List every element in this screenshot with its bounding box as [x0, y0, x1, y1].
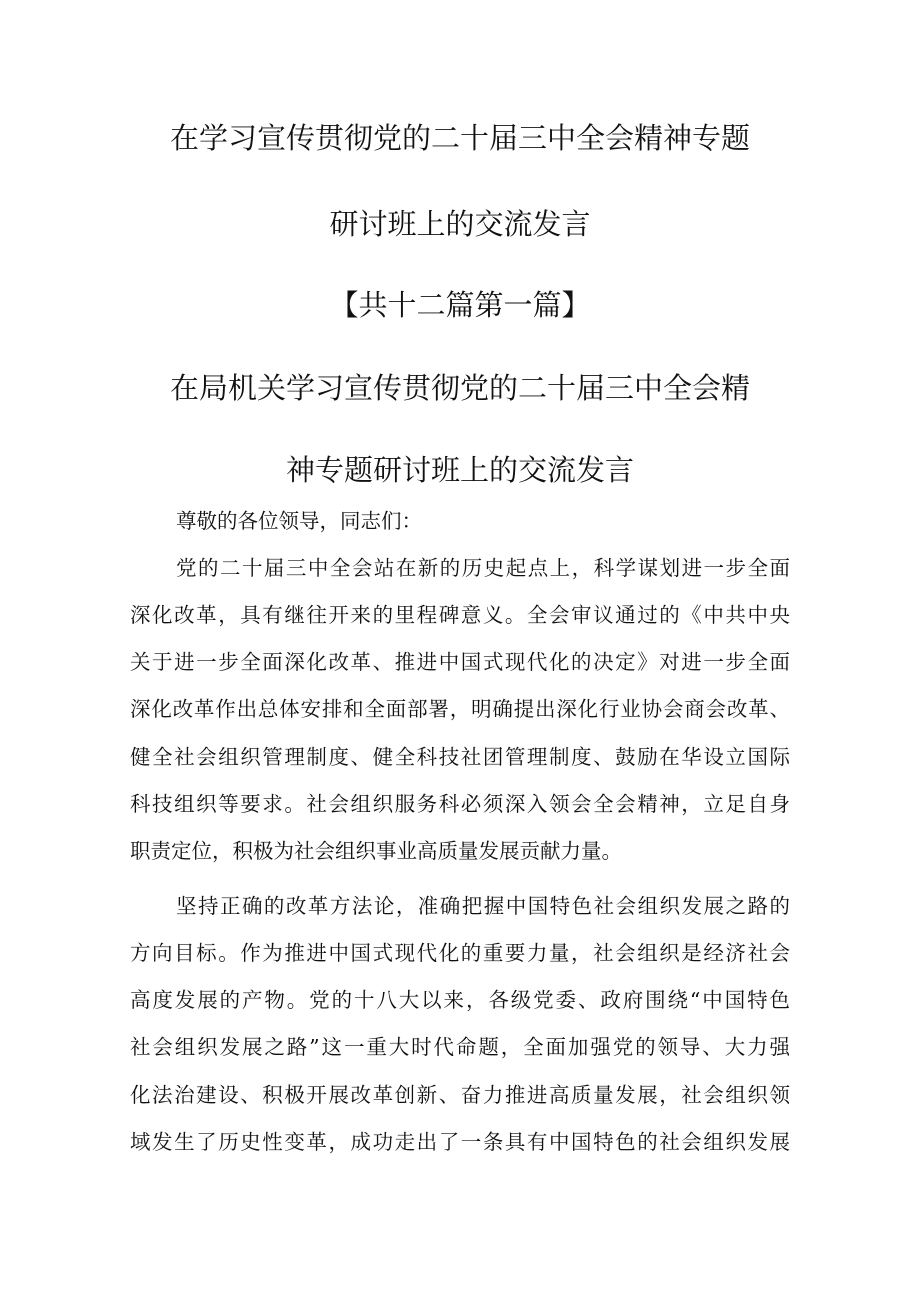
document-title-line-2: 研讨班上的交流发言 [329, 207, 591, 241]
paragraph-1-line-7: 职责定位，积极为社会组织事业高质量发展贡献力量。 [130, 839, 622, 863]
document-title-line-1: 在学习宣传贯彻党的二十届三中全会精神专题 [169, 121, 750, 155]
paragraph-2-line-2: 方向目标。作为推进中国式现代化的重要力量，社会组织是经济社会 [130, 941, 790, 965]
paragraph-1-line-5: 健全社会组织管理制度、健全科技社团管理制度、鼓励在华设立国际 [130, 745, 790, 769]
paragraph-1-line-4: 深化改革作出总体安排和全面部署，明确提出深化行业协会商会改革、 [130, 697, 790, 721]
paragraph-2-line-5: 化法治建设、积极开展改革创新、奋力推进高质量发展，社会组织领 [130, 1083, 790, 1107]
article-title-line-2: 神专题研讨班上的交流发言 [285, 453, 634, 487]
paragraph-2-line-3: 高度发展的产物。党的十八大以来，各级党委、政府围绕“中国特色 [130, 988, 790, 1012]
paragraph-1-line-1: 党的二十届三中全会站在新的历史起点上，科学谋划进一步全面 [176, 556, 790, 580]
paragraph-1-line-3: 关于进一步全面深化改革、推进中国式现代化的决定》对进一步全面 [130, 650, 790, 674]
document-series-label: 【共十二篇第一篇】 [329, 288, 591, 322]
paragraph-1-line-6: 科技组织等要求。社会组织服务科必须深入领会全会精神，立足自身 [130, 792, 790, 816]
paragraph-2-line-6: 域发生了历史性变革，成功走出了一条具有中国特色的社会组织发展 [130, 1130, 790, 1154]
paragraph-2-line-1: 坚持正确的改革方法论，准确把握中国特色社会组织发展之路的 [176, 894, 790, 918]
paragraph-1-line-2: 深化改革，具有继往开来的里程碑意义。全会审议通过的《中共中央 [130, 603, 790, 627]
article-title-line-1: 在局机关学习宣传贯彻党的二十届三中全会精 [169, 371, 750, 405]
paragraph-2-line-4: 社会组织发展之路”这一重大时代命题，全面加强党的领导、大力强 [130, 1035, 790, 1059]
salutation: 尊敬的各位领导，同志们： [176, 509, 422, 533]
